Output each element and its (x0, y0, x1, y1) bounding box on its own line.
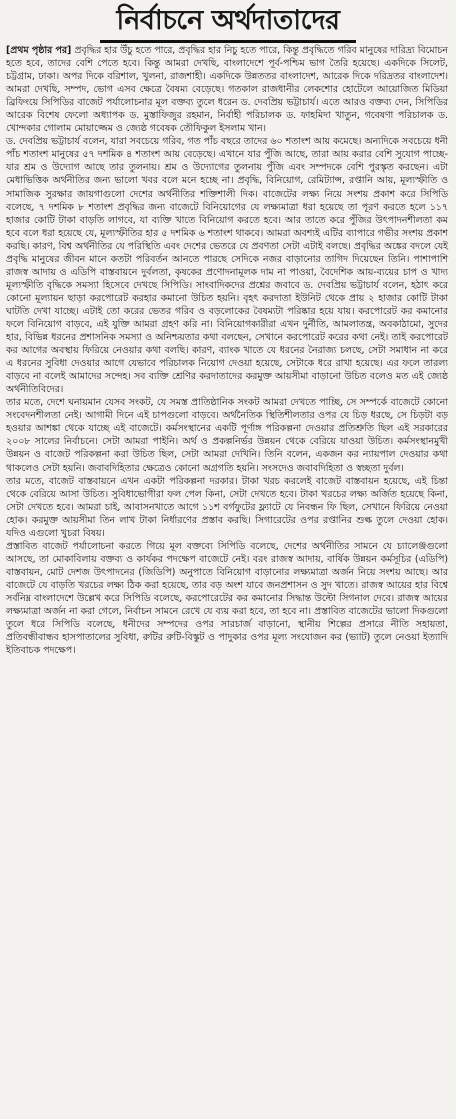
article-paragraph-1 (6, 44, 448, 135)
headline-underline (100, 40, 356, 43)
article-body (6, 44, 448, 657)
article-paragraph-3: তার মতে, দেশে ঘনায়মান যেসব সংকট, যে সমস্ত প্রাতিষ্ঠানিক সংকট আমরা দেখতে পাচ্ছি, সে সম্পর্কে বাজেটে কোনো সংবেদনশীলতা নেই। আগামী দিনে এই চাপগুলো বাড়বে। অর্থনৈতিক স্থিতিশীলতার ওপর যে চিড় ধরছে, সে চিড়টা বড় হওয়ার আশঙ্কা থেকে যাচ্ছে এই বাজেটে। কর্মসংস্থানের একটি পূর্ণাঙ্গ পরিকল্পনা দেওয়ার প্রতিশ্রুতি ছিল এই সরকারের ২০০৮ সালের নির্বাচনে। সেটা আমরা পাইনি। অর্থ ও প্রকল্পনির্ভর উন্নয়ন থেকে বেরিয়ে যাওয়া উচিত। কর্মসংস্থানমুখী উন্নয়ন ও বাজেট পরিকল্পনা করা উচিত ছিল, সেটা আমরা দেখিনি। তিনি বলেন, একজন কর ন্যায়পাল দেওয়ার কথা থাকলেও সেটা হয়নি। জবাবদিহিতার ক্ষেত্রেও কোনো অগ্রগতি হয়নি। সংসদেও জবাবদিহিতা ও স্বচ্ছতা দুর্বল। (6, 397, 448, 474)
article-paragraph-5: প্রস্তাবিত বাজেট পর্যালোচনা করতে গিয়ে মূল বক্তব্যে সিপিডি বলেছে, দেশের অর্থনীতির সামনে যে চ্যালেঞ্জগুলো আসছে, তা মোকাবিলায় বক্তব্য ও কার্যকর পদক্ষেপ বাজেটে নেই। বরং রাজস্ব আদায়, বার্ষিক উন্নয়ন কর্মসূচির (এডিপি) বাস্তবায়ন, মোট দেশজ উৎপাদনের (জিডিপি) অনুপাতে বিনিয়োগ বাড়ানোর লক্ষ্যমাত্রা অর্জন নিয়ে সংশয় আছে। আর বাজেটে যে বাড়তি খরচের লক্ষ্য ঠিক করা হয়েছে, তার বড় অংশ যাবে জনপ্রশাসন ও সুদ খাতে। রাজস্ব আয়ের হার বিশ্বে সর্বনিম্ন বাংলাদেশে উল্লেখ করে সিপিডি বলেছে, করপোরেটের কর কমানোর সিদ্ধান্ত উল্টো সিগনাল দেবে। রাজস্ব আয়ের লক্ষ্যমাত্রা অর্জন না করা গেলে, নির্বাচন সামনে রেখে যে ব্যয় করা হবে, তা হবে না। প্রস্তাবিত বাজেটের ভালো দিকগুলো তুলে ধরে সিপিডি বলেছে, ধনীদের সম্পদের ওপর সারচার্জ বাড়ানো, স্থানীয় শিল্পের প্রসারে নীতি সহায়তা, প্রতিবন্ধীবান্ধব হাসপাতালের সুবিধা, রুটির রুটি-বিস্কুট ও পাদুকার ওপর মূল্য সংযোজন কর (ভ্যাট) তুলে নেওয়া ইত্যাদি ইতিবাচক পদক্ষেপ। (6, 540, 448, 657)
article-headline: নির্বাচনে অর্থদাতাদের (116, 5, 340, 36)
continuation-marker: [প্রথম পৃষ্ঠার পর] (6, 45, 72, 56)
paragraph-text: প্রবৃদ্ধির হার উঁচু হতে পারে, প্রবৃদ্ধির হার নিচু হতে পারে, কিন্তু প্রবৃদ্ধিতে গরিব মানুষের দারিদ্র্য বিমোচন হতে হবে, তাদের বেশি পেতে হবে। কিন্তু আমরা দেখছি, বাংলাদেশে পূর্ব-পশ্চিম ভাগ তৈরি হয়েছে। একদিকে সিলেট, চট্টগ্রাম, ঢাকা। অপর দিকে বরিশাল, খুলনা, রাজশাহী। একদিকে উন্নততর বাংলাদেশ, আরেক দিকে দরিদ্রতর বাংলাদেশ। আমরা দেখছি, সম্পদ, ভোগ এসব ক্ষেত্রে বৈষম্য বেড়েছে। গতকাল রাজধানীর লেকশোর হোটেলে আয়োজিত মিডিয়া ব্রিফিংয়ে সিপিডির বাজেট পর্যালোচনার মূল বক্তব্য তুলে ধরেন ড. দেবপ্রিয় ভট্টাচার্য। এতে আরও বক্তব্য দেন, সিপিডির আরেক বিশেষ ফেলো অধ্যাপক ড. মুস্তাফিজুর রহমান, নির্বাহী পরিচালক ড. ফাহমিদা খাতুন, গবেষণা পরিচালক ড. খোন্দকার গোলাম মোয়াজ্জেম ও জ্যেষ্ঠ গবেষক তৌফিকুল ইসলাম খান। (6, 45, 448, 135)
article-paragraph-4: তার মতে, বাজেট বাস্তবায়নে এখন একটা পরিকল্পনা দরকার। টাকা খরচ করলেই বাজেট বাস্তবায়ন হয়েছে, এই চিন্তা থেকে বেরিয়ে আসা উচিত। সুবিধাভোগীরা ফল পেল কিনা, সেটা দেখতে হবে। টাকা খরচের লক্ষ্য অর্জিত হয়েছে কিনা, সেটা দেখতে হবে। আমরা চাই, আবাসনখাতে আগে ১১শ বর্গফুটের ফ্ল্যাটে যে নিবন্ধন ফি ছিল, সেখানে ফিরিয়ে নেওয়া হোক। করমুক্ত আয়সীমা তিন লাখ টাকা নির্ধারণের প্রস্তাব করছি। সিগারেটের ওপর রপ্তানির শুল্ক তুলে দেওয়া হোক। যদিও এগুলো খুচরা বিষয়। (6, 475, 448, 539)
article-paragraph-2: ড. দেবপ্রিয় ভট্টাচার্য বলেন, যারা সবচেয়ে গরিব, গত পাঁচ বছরে তাদের ৬০ শতাংশ আয় কমেছে। অন্যদিকে সবচেয়ে ধনী পাঁচ শতাংশ মানুষের ৫৭ দশমিক ৪ শতাংশ আয় বেড়েছে। এখানে যার পুঁজি আছে, তারা আয় করার বেশি সুযোগ পাচ্ছে- যার শ্রম ও উদ্যোগ আছে তার তুলনায়। শ্রম ও উদ্যোগের তুলনায় পুঁজি এবং সম্পদকে বেশি পুরস্কৃত করছেন। এটা মেধাভিত্তিক অর্থনীতির জন্য ভালো খবর বলে মনে হচ্ছে না। প্রবৃদ্ধি, বিনিয়োগ, রেমিট্যান্স, রপ্তানি আয়, মূল্যস্ফীতি ও সামাজিক সুরক্ষার জায়গাগুলো দেশের অর্থনীতির শক্তিশালী দিক। বাজেটের লক্ষ্য নিয়ে সংশয় প্রকাশ করে সিপিডি বলেছে, ৭ দশমিক ৮ শতাংশ প্রবৃদ্ধির জন্য বাজেটে বিনিয়োগের যে লক্ষ্যমাত্রা ধরা হয়েছে তা পূরণ করতে হলে ১১৭ হাজার কোটি টাকা বাড়তি লাগবে, যা ব্যক্তি খাতে বিনিয়োগ করতে হবে। আর তাতে করে পুঁজির উৎপাদনশীলতা কম হবে বলে ধরা হয়েছে যে, মূল্যস্ফীতির হার ৫ দশমিক ৬ শতাংশ থাকবে। আমরা অবশ্যই এটির ব্যাপারে গভীর সংশয় প্রকাশ করছি। কারণ, বিশ্ব অর্থনীতির যে পরিস্থিতি এবং দেশের ভেতরে যে প্রবণতা সেটা এটাই বলছে। প্রবৃদ্ধির অঙ্কের বদলে যেই প্রবৃদ্ধি মানুষের জীবন মানে কতটা পরিবর্তন আনতে পারছে সেদিকে নজর বাড়ানোর তাগিদ দিয়েছেন তিনি। পাশাপাশি রাজস্ব আদায় ও এডিপি বাস্তবায়নে দুর্বলতা, কৃষকের প্রণোদনামূলক দাম না পাওয়া, বৈদেশিক আয়-ব্যয়ের চাপ ও খাদ্য মূল্যস্ফীতি বৃদ্ধিকে সমস্যা হিসেবে দেখছে সিপিডি। সাংবাদিকদের প্রশ্নের জবাবে ড. দেবপ্রিয় ভট্টাচার্য বলেন, হঠাৎ করে কোনো মূল্যায়ন ছাড়া করপোরেট করহার কমানো উচিত হয়নি। বৃহৎ করদাতা ইউনিট থেকে প্রায় ২ হাজার কোটি টাকা ঘাটতি দেখা যাচ্ছে। এটাই তো করের ভেতর গরিব ও বড়লোকের বৈষম্যটা পরিষ্কার হয়ে যায়। করপোরেট কর কমানোর ফলে বিনিয়োগ বাড়বে, এই যুক্তি আমরা গ্রহণ করি না। বিনিয়োগকারীরা এখন দুর্নীতি, আমলাতন্ত্র, অবকাঠামো, সুদের হার, বিভিন্ন ধরনের প্রশাসনিক সমস্যা ও অনিশ্চয়তার কথা বলছেন, সেখানে করপোরেট করের কথা নেই। তাই করপোরেট কর আগের অবস্থায় ফিরিয়ে নেওয়ার কথা বলছি। কারণ, ব্যাংক খাতে যে ধরনের নৈরাজ্য চলছে, সেটা সমাধান না করে এ ধরনের সুবিধা দেওয়ার আগে যেভাবে পরিচালক নিয়োগ দেওয়া হয়েছে, সেটাকে ধরে রাখা হয়েছে। এর ফলে তারল্য বাড়বে না বলেই আমাদের সন্দেহ। সব ব্যক্তি শ্রেণির করদাতাদের করমুক্ত আয়সীমা বাড়ানো উচিত বলেও মত এই জ্যেষ্ঠ অর্থনীতিবিদের। (6, 136, 448, 396)
